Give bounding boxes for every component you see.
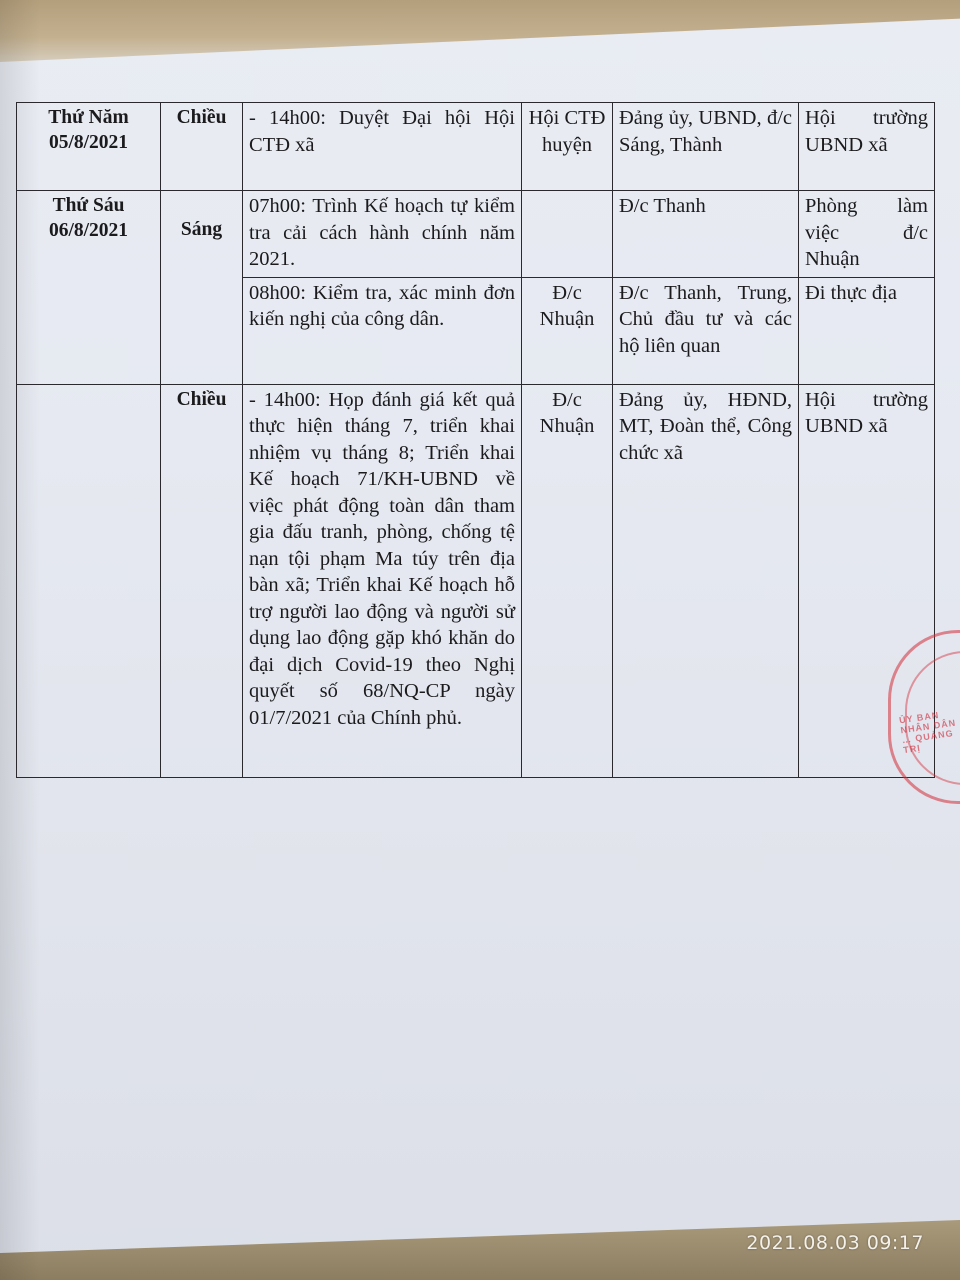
content-cell: - 14h00: Họp đánh giá kết quả thực hiện tháng 7, triển khai nhiệm vụ tháng 8; Triển khai Kế hoạch 71/KH-UBND về việc phát động toàn dân tham gia đấu tranh, phòng, chống tệ nạn tội phạm Ma túy trên địa bàn xã; Triển khai Kế hoạch hỗ trợ người lao động và người sử dụng lao động gặp khó khăn do đại dịch Covid-19 theo Nghị quyết số 68/NQ-CP ngày 01/7/2021 của Chính phủ.	[243, 384, 522, 777]
schedule-table	[16, 102, 935, 778]
period-cell: Sáng	[161, 191, 243, 385]
chair-cell: Đ/c Nhuận	[522, 384, 613, 777]
participants-cell: Đảng ủy, HĐND, MT, Đoàn thể, Công chức xã	[613, 384, 799, 777]
location-cell: Hội trường UBND xã	[799, 103, 935, 191]
content-cell: - 14h00: Duyệt Đại hội Hội CTĐ xã	[243, 103, 522, 191]
day-cell: Thứ Năm 05/8/2021	[17, 103, 161, 191]
table-row	[17, 191, 935, 278]
content-cell: 07h00: Trình Kế hoạch tự kiểm tra cải cách hành chính năm 2021.	[243, 191, 522, 278]
participants-cell: Đảng ủy, UBND, đ/c Sáng, Thành	[613, 103, 799, 191]
day-cell	[17, 384, 161, 777]
table-row	[17, 384, 935, 777]
location-cell: Phòng làm việc đ/c Nhuận	[799, 191, 935, 278]
chair-cell: Đ/c Nhuận	[522, 277, 613, 384]
location-cell: Đi thực địa	[799, 277, 935, 384]
day-cell: Thứ Sáu 06/8/2021	[17, 191, 161, 385]
chair-cell: Hội CTĐ huyện	[522, 103, 613, 191]
content-cell: 08h00: Kiểm tra, xác minh đơn kiến nghị của công dân.	[243, 277, 522, 384]
location-cell: Hội trường UBND xã	[799, 384, 935, 777]
seal-text: ỦY BAN NHÂN DÂN … QUẢNG TRỊ	[898, 709, 957, 756]
participants-cell: Đ/c Thanh	[613, 191, 799, 278]
photo-timestamp: 2021.08.03 09:17	[746, 1232, 924, 1254]
period-cell: Chiều	[161, 384, 243, 777]
participants-cell: Đ/c Thanh, Trung, Chủ đầu tư và các hộ liên quan	[613, 277, 799, 384]
table-row	[17, 103, 935, 191]
period-cell: Chiều	[161, 103, 243, 191]
chair-cell	[522, 191, 613, 278]
